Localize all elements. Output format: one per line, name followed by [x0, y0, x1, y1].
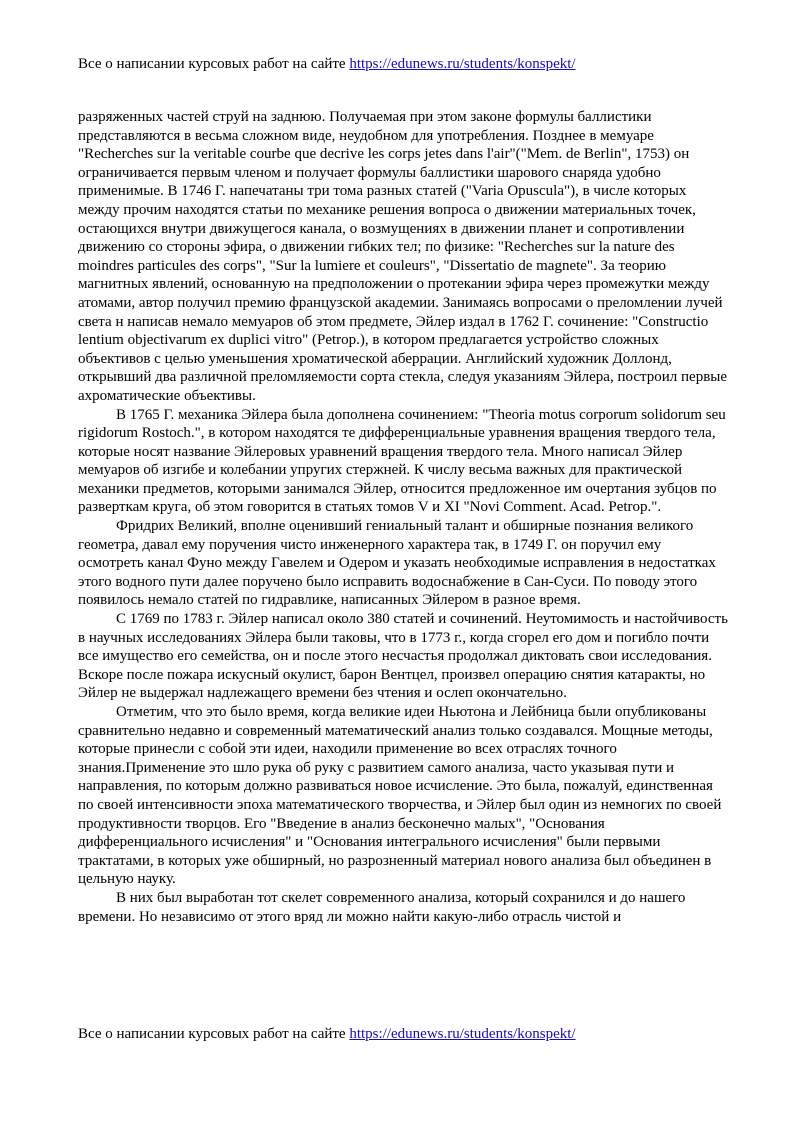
paragraph: С 1769 по 1783 г. Эйлер написал около 380 статей и сочинений. Неутомимость и настойчивость в научных исследованиях Эйлера были таковы, что в 1773 г., когда сгорел его дом и погибло почти все имущество его семейства, он и после этого несчастья продолжал диктовать свои исследования. Вскоре после пожара искусный окулист, барон Вентцел, произвел операцию снятия катаракты, но Эйлер не выдержал надлежащего времени без чтения и ослеп окончательно. [78, 611, 728, 702]
paragraph: Отметим, что это было время, когда великие идеи Ньютона и Лейбница были опубликованы сравнительно недавно и современный математический анализ только создавался. Мощные методы, которые принесли с собой эти идеи, находили применение во всех отраслях точного знания.Применение это шло рука об руку с развитием самого анализа, часто указывая пути и направления, по которым должно развиваться новое исчисление. Это была, пожалуй, единственная по своей интенсивности эпоха математического творчества, и Эйлер был один из немногих по своей продуктивности творцов. Его "Введение в анализ бесконечно малых", "Основания дифференциального исчисления" и "Основания интегрального исчисления" были первыми трактатами, в которых уже обширный, но разрозненный материал нового анализа был объединен в цельную науку. [78, 704, 722, 888]
paragraph: разряженных частей струй на заднюю. Получаемая при этом законе формулы баллистики представляются в весьма сложном виде, неудобном для употребления. Позднее в мемуаре "Recherches sur la veritable courbe que decrive les corps jetes dans l'air"("Mem. de Berlin", 1753) он ограничивается первым членом и получает формулы баллистики шарового снаряда удобно применимые. В 1746 Г. напечатаны три тома разных статей ("Varia Opuscula"), в числе которых между прочим находятся статьи по механике решения вопроса о движении материальных точек, остающихся внутри движущегося канала, о возмущениях в движении планет и сопротивлении движению со стороны эфира, о движении гибких тел; по физике: "Recherches sur la nature des moindres particules des corps", "Sur la lumiere et couleurs", "Dissertatio de magnete". За теорию магнитных явлений, основанную на предположении о протекании эфира через промежутки между атомами, автор получил премию французской академии. Занимаясь вопросами о преломлении лучей света н написав немало мемуаров об этом предмете, Эйлер издал в 1762 Г. сочинение: "Constructio lentium objectivarum ex duplici vitro" (Petrop.), в котором предлагается устройство сложных объективов с целью уменьшения хроматической аберрации. Английский художник Доллонд, открывший два различной преломляемости сорта стекла, следуя указаниям Эйлера, построил первые ахроматические объективы. [78, 109, 728, 404]
footer-link[interactable]: https://edunews.ru/students/konspekt/ [349, 1026, 576, 1042]
footer-text: Все о написании курсовых работ на сайте [78, 1026, 350, 1042]
page-footer [78, 1024, 728, 1044]
document-body [78, 108, 728, 926]
paragraph: В них был выработан тот скелет современного анализа, который сохранился и до нашего времени. Но независимо от этого вряд ли можно найти какую-либо отрасль чистой и [78, 889, 686, 925]
header-link[interactable]: https://edunews.ru/students/konspekt/ [349, 56, 576, 72]
header-text: Все о написании курсовых работ на сайте [78, 56, 350, 72]
page-header [78, 54, 728, 74]
paragraph: Фридрих Великий, вполне оценивший гениальный талант и обширные познания великого геометра, давал ему поручения чисто инженерного характера так, в 1749 Г. он поручил ему осмотреть канал Фуно между Гавелем и Одером и указать необходимые исправления в недостатках этого водного пути далее поручено было исправить водоснабжение в Сан-Суси. По поводу этого появилось немало статей по гидравлике, написанных Эйлером в разное время. [78, 518, 716, 609]
paragraph: В 1765 Г. механика Эйлера была дополнена сочинением: "Theoria motus corporum solidorum seu rigidorum Rostoch.", в котором находятся те дифференциальные уравнения вращения твердого тела, которые носят название Эйлеровых уравнений вращения твердого тела. Много написал Эйлер мемуаров об изгибе и колебании упругих стержней. К числу весьма важных для практической механики предметов, которыми занимался Эйлер, относится предложенное им очертания зубцов по разверткам круга, об этом говорится в статьях томов V и XI "Novi Comment. Acad. Petrop.". [78, 406, 726, 516]
